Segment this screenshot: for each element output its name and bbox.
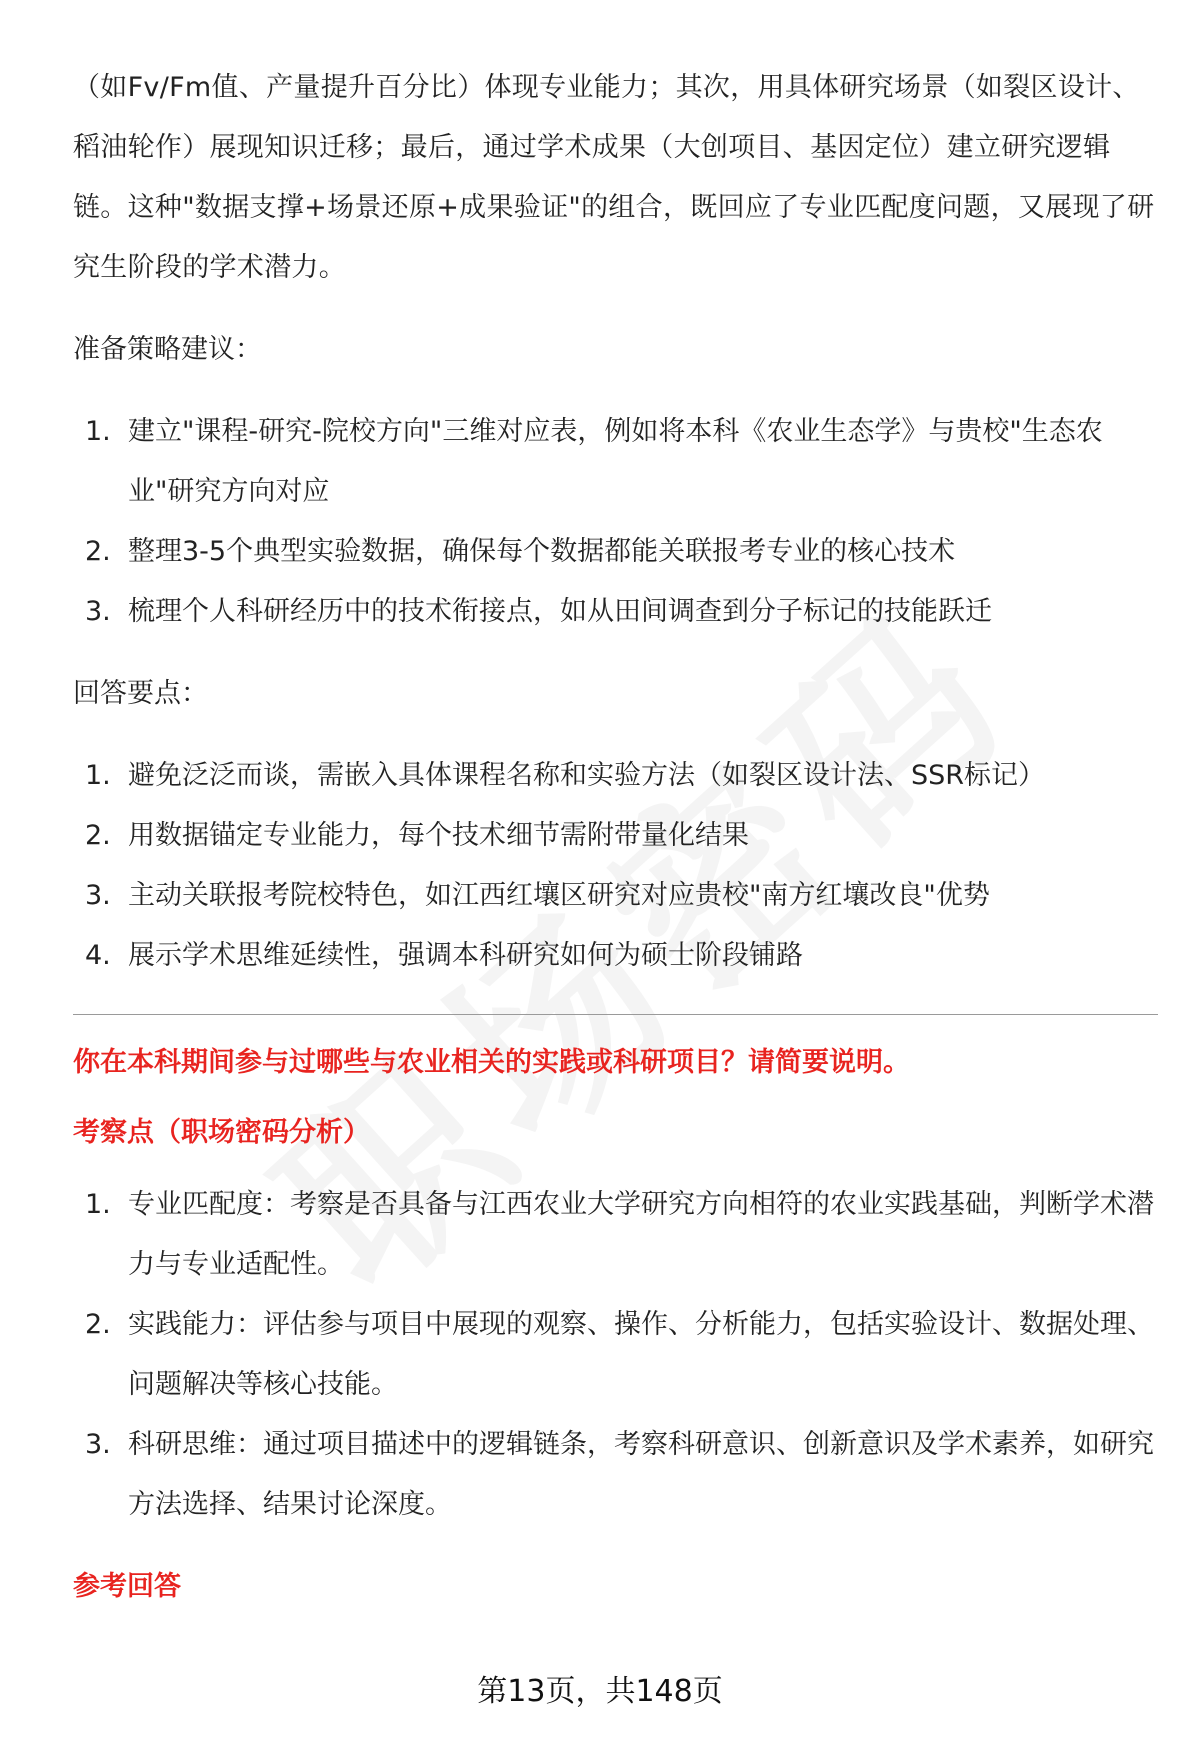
list-number: 4. <box>85 940 111 971</box>
list-text: 梳理个人科研经历中的技术衔接点，如从田间调查到分子标记的技能跃迁 <box>128 596 992 627</box>
points-list <box>73 746 1158 986</box>
list-text: 用数据锚定专业能力，每个技术细节需附带量化结果 <box>128 820 749 851</box>
list-text: 建立"课程-研究-院校方向"三维对应表，例如将本科《农业生态学》与贵校"生态农业"研究方向对应 <box>128 416 1103 507</box>
list-item <box>73 806 1158 866</box>
points-heading: 回答要点： <box>73 678 208 709</box>
prep-heading: 准备策略建议： <box>73 334 262 365</box>
section-divider <box>73 1014 1158 1015</box>
page-content <box>73 58 1158 1617</box>
list-item <box>73 402 1158 522</box>
list-text: 整理3-5个典型实验数据，确保每个数据都能关联报考专业的核心技术 <box>128 536 956 567</box>
list-item <box>73 926 1158 986</box>
list-number: 1. <box>85 760 111 791</box>
exam-list <box>73 1175 1158 1535</box>
list-text: 展示学术思维延续性，强调本科研究如何为硕士阶段铺路 <box>128 940 803 971</box>
list-number: 3. <box>85 880 111 911</box>
list-number: 1. <box>85 1189 111 1220</box>
list-item <box>73 866 1158 926</box>
list-text: 避免泛泛而谈，需嵌入具体课程名称和实验方法（如裂区设计法、SSR标记） <box>128 760 1046 791</box>
list-item <box>73 582 1158 642</box>
list-text: 专业匹配度：考察是否具备与江西农业大学研究方向相符的农业实践基础，判断学术潜力与专业适配性。 <box>128 1189 1154 1280</box>
list-number: 3. <box>85 1429 111 1460</box>
list-number: 1. <box>85 416 111 447</box>
list-item <box>73 1295 1158 1415</box>
list-number: 3. <box>85 596 111 627</box>
page-footer: 第13页，共148页 <box>477 1674 723 1709</box>
list-number: 2. <box>85 1309 111 1340</box>
list-item <box>73 746 1158 806</box>
question-title: 你在本科期间参与过哪些与农业相关的实践或科研项目？请简要说明。 <box>73 1047 910 1078</box>
prep-list <box>73 402 1158 642</box>
answer-heading: 参考回答 <box>73 1571 181 1602</box>
list-item <box>73 522 1158 582</box>
exam-heading: 考察点（职场密码分析） <box>73 1117 370 1148</box>
list-number: 2. <box>85 536 111 567</box>
list-item <box>73 1415 1158 1535</box>
list-item <box>73 1175 1158 1295</box>
list-text: 科研思维：通过项目描述中的逻辑链条，考察科研意识、创新意识及学术素养，如研究方法选择、结果讨论深度。 <box>128 1429 1154 1520</box>
list-text: 实践能力：评估参与项目中展现的观察、操作、分析能力，包括实验设计、数据处理、问题解决等核心技能。 <box>128 1309 1154 1400</box>
list-number: 2. <box>85 820 111 851</box>
list-text: 主动关联报考院校特色，如江西红壤区研究对应贵校"南方红壤改良"优势 <box>128 880 990 911</box>
intro-paragraph: （如Fv/Fm值、产量提升百分比）体现专业能力；其次，用具体研究场景（如裂区设计、稻油轮作）展现知识迁移；最后，通过学术成果（大创项目、基因定位）建立研究逻辑链。这种"数据支撑+场景还原+成果验证"的组合，既回应了专业匹配度问题，又展现了研究生阶段的学术潜力。 <box>73 72 1155 283</box>
